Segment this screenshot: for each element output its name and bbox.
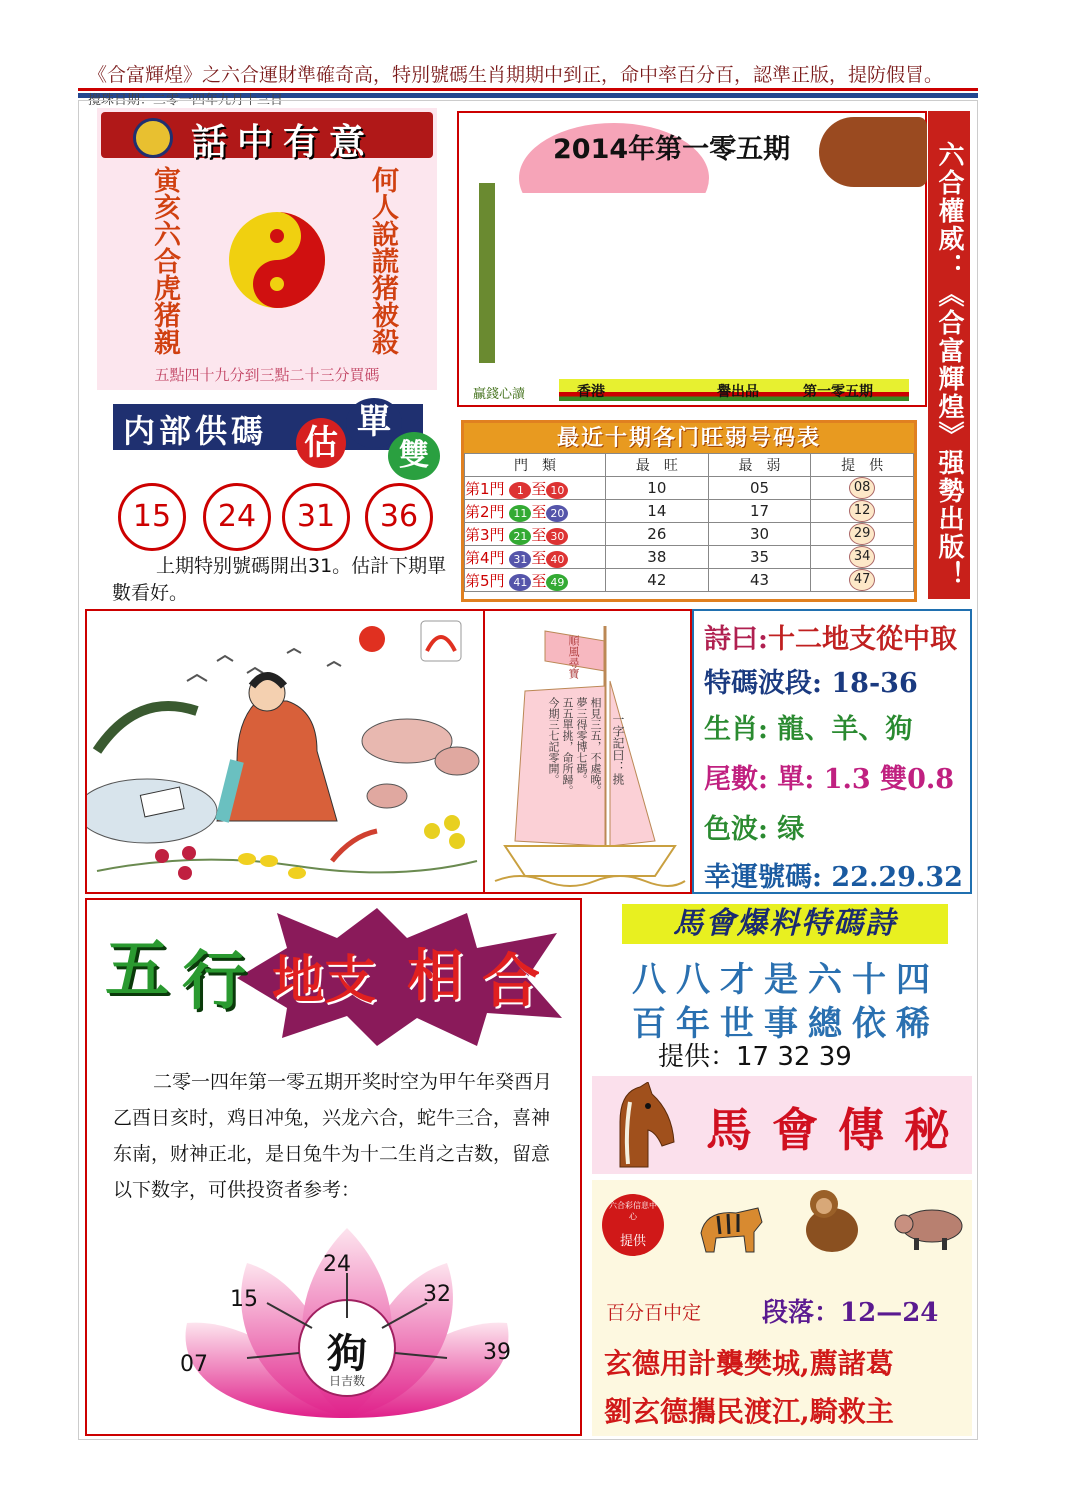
riddle-right-verse: 何人說謊猪被殺 bbox=[367, 166, 398, 355]
lotus-number: 39 bbox=[483, 1340, 511, 1365]
horse-poem-line2: 百年世事總依稀 bbox=[632, 1004, 940, 1044]
monkey-icon bbox=[800, 1186, 864, 1256]
range-from: 41 bbox=[509, 574, 531, 591]
masthead bbox=[457, 111, 927, 407]
internal-number: 36 bbox=[365, 483, 433, 551]
range-to: 10 bbox=[546, 482, 568, 499]
min-cell: 17 bbox=[708, 500, 811, 523]
secret-verse-line1: 玄德用計襲樊城,薦諸葛 bbox=[604, 1347, 894, 1380]
tail-value-even: 雙0.8 bbox=[880, 764, 955, 795]
lotus-number: 07 bbox=[180, 1352, 208, 1377]
table-row bbox=[465, 523, 914, 546]
sail-flag-text: 順風尋寶 bbox=[567, 635, 580, 679]
range-sep: 至 bbox=[531, 502, 547, 521]
horse-head-icon bbox=[600, 1082, 680, 1170]
horse-poem-title: 馬會爆料特碼詩 bbox=[673, 906, 897, 941]
give-cell: 08 bbox=[849, 477, 875, 499]
masthead-footer-left: 贏錢心讀 bbox=[473, 387, 526, 402]
top-banner: 《合富輝煌》之六合運財準確奇高，特別號碼生肖期期中到正，命中率百分百，認準正版，提防假冒。 bbox=[88, 64, 944, 86]
poem-value: 十二地支從中取 bbox=[767, 624, 957, 655]
masthead-footer-mid1: 香港 bbox=[577, 384, 605, 400]
horse-poem-line1: 八八才是六十四 bbox=[632, 960, 940, 1000]
min-cell: 43 bbox=[708, 569, 811, 592]
give-cell: 47 bbox=[849, 569, 875, 591]
wuxing-box bbox=[85, 898, 582, 1436]
internal-number: 15 bbox=[118, 483, 186, 551]
wuxing-title-c: 地支 bbox=[272, 950, 377, 1011]
lotus-number: 15 bbox=[230, 1287, 258, 1312]
riddle-box bbox=[97, 108, 437, 390]
internal-number: 31 bbox=[282, 483, 350, 551]
sail-panel bbox=[485, 609, 692, 894]
tiger-icon bbox=[696, 1198, 766, 1254]
lucky-value: 22.29.32 bbox=[831, 862, 963, 893]
double-badge bbox=[388, 432, 440, 480]
logo-placeholder bbox=[493, 193, 925, 367]
col-header: 最 弱 bbox=[708, 454, 811, 477]
give-cell: 29 bbox=[849, 523, 875, 545]
sail-line: 一字記曰：挑 bbox=[611, 713, 625, 785]
wuxing-title-d: 相 bbox=[407, 943, 463, 1009]
min-cell: 05 bbox=[708, 477, 811, 500]
range-sep: 至 bbox=[531, 548, 547, 567]
stamp-ring-text: 六合彩信息中心 bbox=[609, 1201, 657, 1221]
max-cell: 26 bbox=[606, 523, 709, 546]
guess-label: 估 bbox=[304, 423, 338, 463]
wuxing-title-e: 合 bbox=[482, 947, 541, 1015]
masthead-footer-mid2: 譽出品 bbox=[717, 384, 759, 400]
guess-badge bbox=[296, 418, 346, 468]
riddle-footer: 五點四十九分到三點二十三分買碼 bbox=[154, 366, 380, 384]
max-cell: 14 bbox=[606, 500, 709, 523]
table-row bbox=[465, 477, 914, 500]
max-cell: 38 bbox=[606, 546, 709, 569]
range-to: 40 bbox=[546, 551, 568, 568]
horse-shape bbox=[819, 117, 927, 187]
gate-table-box bbox=[461, 420, 917, 602]
table-row bbox=[465, 500, 914, 523]
info-stamp bbox=[602, 1194, 664, 1256]
lotus-number: 32 bbox=[423, 1282, 451, 1307]
horse-poem-provide: 提供：17 32 39 bbox=[658, 1042, 852, 1072]
segment-label: 段落： bbox=[762, 1298, 841, 1328]
gate-label: 第1門 bbox=[465, 479, 505, 498]
draw-date: 攪珠日期：二零一四年九月十三日 bbox=[88, 93, 284, 108]
range-sep: 至 bbox=[531, 525, 547, 544]
lucky-label: 幸運號碼: bbox=[704, 862, 822, 893]
side-banner-text: 六合權威：《合富輝煌》强勢出版！ bbox=[934, 141, 964, 589]
col-header: 最 旺 bbox=[606, 454, 709, 477]
riddle-title-bar bbox=[101, 112, 433, 163]
max-cell: 42 bbox=[606, 569, 709, 592]
range-to: 20 bbox=[546, 505, 568, 522]
wave-value: 18-36 bbox=[831, 668, 918, 699]
table-row bbox=[465, 546, 914, 569]
secret-header bbox=[592, 1076, 972, 1174]
tail-label: 尾數: bbox=[704, 764, 768, 795]
illustration-panel bbox=[85, 609, 485, 894]
range-sep: 至 bbox=[531, 479, 547, 498]
range-from: 21 bbox=[509, 528, 531, 545]
give-cell: 12 bbox=[849, 500, 875, 522]
zodiac-value: 龍、羊、狗 bbox=[777, 714, 913, 745]
sail-line: 相見三五，不處晚。 bbox=[589, 697, 602, 796]
riddle-title: 話中有意 bbox=[191, 121, 376, 163]
min-cell: 35 bbox=[708, 546, 811, 569]
min-cell: 30 bbox=[708, 523, 811, 546]
double-label: 雙 bbox=[399, 438, 429, 473]
lotus-center-sub: 日吉数 bbox=[328, 1374, 365, 1388]
single-label: 單 bbox=[357, 402, 391, 442]
segment-value: 12—24 bbox=[840, 1298, 939, 1328]
sail-line: 五五單挑，命所歸。 bbox=[561, 697, 574, 796]
gate-table-title: 最近十期各门旺弱号码表 bbox=[464, 423, 914, 453]
wuxing-title-b: 行 bbox=[182, 944, 246, 1019]
max-cell: 10 bbox=[606, 477, 709, 500]
logo-green-strip bbox=[479, 183, 495, 363]
range-from: 1 bbox=[509, 482, 531, 499]
secret-body bbox=[592, 1180, 972, 1436]
zodiac-label: 生肖: bbox=[704, 714, 768, 745]
internal-note: 上期特别號碼開出31。估計下期單數看好。 bbox=[112, 555, 447, 604]
give-cell: 34 bbox=[849, 546, 875, 568]
poem-box bbox=[692, 609, 972, 894]
side-banner bbox=[928, 111, 970, 599]
issue-title: 2014年第一零五期 bbox=[553, 134, 791, 165]
wuxing-title-a: 五 bbox=[105, 932, 169, 1007]
color-label: 色波: bbox=[704, 814, 768, 845]
horse-poem-title-bar bbox=[622, 904, 948, 944]
range-to: 30 bbox=[546, 528, 568, 545]
emblem-icon bbox=[133, 118, 173, 158]
col-header: 門 類 bbox=[465, 454, 606, 477]
range-to: 49 bbox=[546, 574, 568, 591]
poem-label: 詩曰: bbox=[704, 624, 768, 655]
gate-label: 第3門 bbox=[465, 525, 505, 544]
internal-number: 24 bbox=[203, 483, 271, 551]
col-header: 提 供 bbox=[811, 454, 914, 477]
yin-yang-icon bbox=[227, 210, 327, 310]
wave-label: 特碼波段: bbox=[704, 668, 822, 699]
color-value: 绿 bbox=[777, 814, 805, 845]
riddle-left-verse: 寅亥六合虎猪親 bbox=[149, 166, 180, 355]
secret-title: 馬會傳秘 bbox=[706, 1103, 970, 1157]
range-sep: 至 bbox=[531, 571, 547, 590]
range-from: 31 bbox=[509, 551, 531, 568]
gate-table bbox=[464, 453, 914, 592]
tail-value-odd: 單: 1.3 bbox=[777, 764, 871, 795]
stamp-center-text: 提供 bbox=[619, 1234, 646, 1249]
masthead-footer-right: 第一零五期 bbox=[803, 384, 873, 400]
lotus-center-zodiac: 狗 bbox=[327, 1330, 367, 1377]
secret-verse-line2: 劉玄德攜民渡江,騎救主 bbox=[604, 1395, 894, 1428]
scholar-illustration bbox=[87, 611, 483, 892]
lotus-number: 24 bbox=[323, 1252, 351, 1277]
gate-label: 第2門 bbox=[465, 502, 505, 521]
sail-line: 今期三七記零開。 bbox=[547, 697, 560, 785]
table-row bbox=[465, 569, 914, 592]
gate-label: 第5門 bbox=[465, 571, 505, 590]
wuxing-paragraph: 二零一四年第一零五期开奖时空为甲午年癸酉月乙酉日亥时，鸡日冲兔，兴龙六合，蛇牛三合，喜神东南，财神正北，是日兔牛为十二生肖之吉数，留意以下数字，可供投资者参考： bbox=[113, 1071, 553, 1201]
range-from: 11 bbox=[509, 505, 531, 522]
sail-line: 夢三得零博七碼。 bbox=[575, 697, 588, 785]
gate-label: 第4門 bbox=[465, 548, 505, 567]
sure-label: 百分百中定 bbox=[606, 1302, 702, 1324]
internal-title: 内部供碼 bbox=[123, 412, 268, 450]
pig-icon bbox=[894, 1202, 966, 1252]
